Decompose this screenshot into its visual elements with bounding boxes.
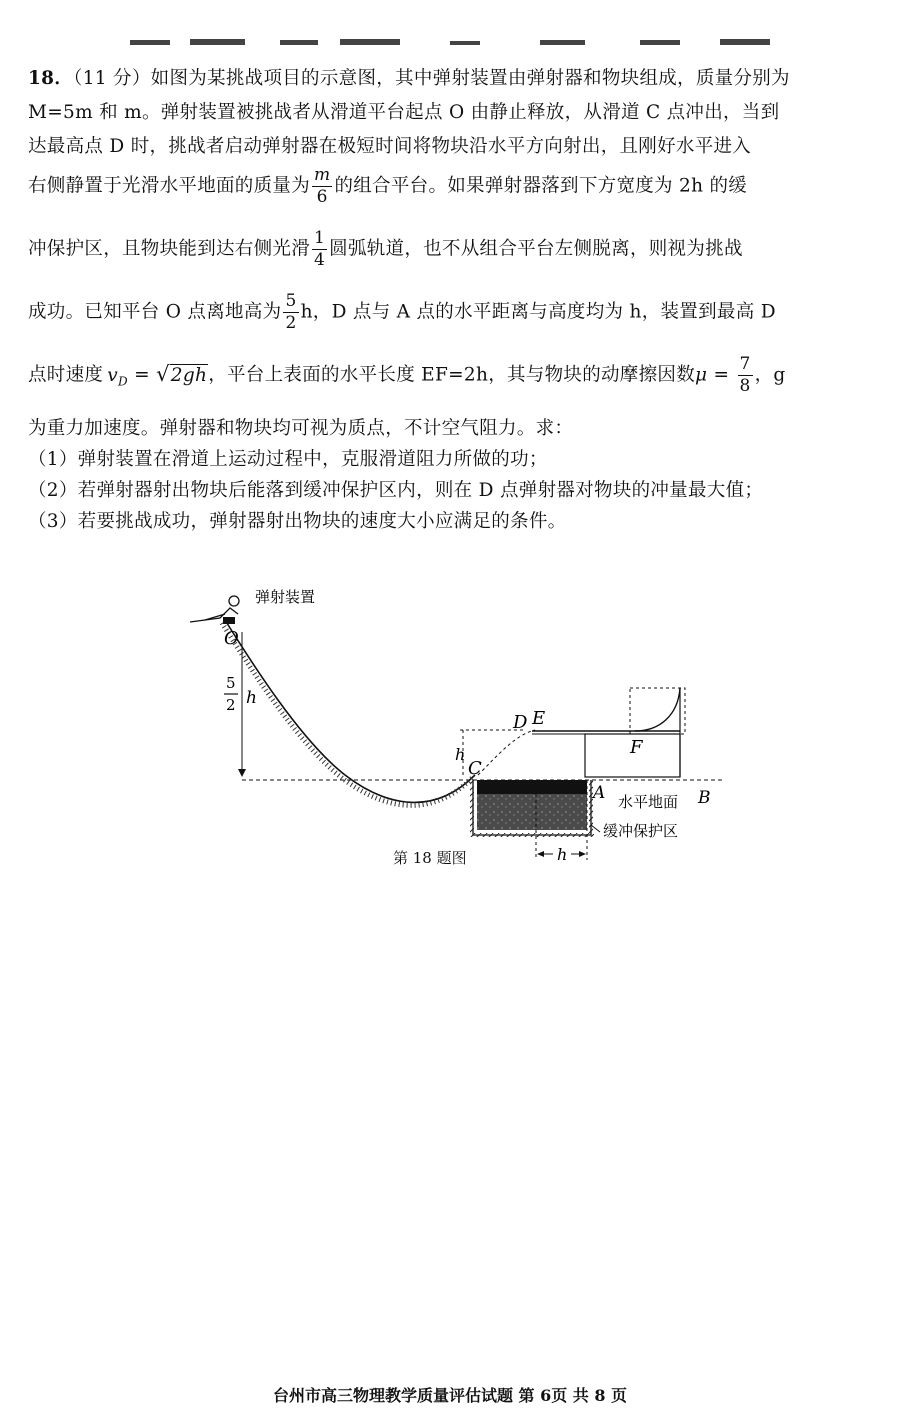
velocity-subscript: D xyxy=(117,374,128,389)
problem-text: h，D 点与 A 点的水平距离与高度均为 h，装置到最高 D xyxy=(300,301,776,323)
sqrt-expression: √2gh xyxy=(156,361,208,386)
page-top-remnant xyxy=(120,36,780,48)
problem-line-8: 为重力加速度。弹射器和物块均可视为质点，不计空气阻力。求： xyxy=(28,418,574,439)
problem-line-7 xyxy=(28,356,786,395)
mu-symbol: μ = xyxy=(695,364,736,386)
point-O-label: O xyxy=(224,628,239,649)
velocity-v: v xyxy=(107,364,118,386)
problem-figure xyxy=(180,570,740,870)
h-left-label: h xyxy=(455,745,466,764)
fraction-numerator: 5 xyxy=(285,291,297,311)
question-number: 18． xyxy=(28,68,74,89)
problem-text: ，g xyxy=(754,364,786,386)
slide-hatching xyxy=(222,623,472,805)
height-h: h xyxy=(246,688,257,708)
page-footer: 台州市高三物理教学质量评估试题 第 6页 共 8 页 xyxy=(272,1386,628,1405)
sub-question-2: （2）若弹射器射出物块后能落到缓冲保护区内，则在 D 点弹射器对物块的冲量最大值； xyxy=(28,480,764,501)
point-E-label: E xyxy=(532,708,546,729)
fraction-denominator: 6 xyxy=(316,187,328,207)
problem-line-2: M=5m 和 m。弹射装置被挑战者从滑道平台起点 O 由静止释放，从滑道 C 点冲出，当到 xyxy=(28,102,780,123)
figure-caption: 第 18 题图 xyxy=(393,849,467,867)
fraction-numerator: 1 xyxy=(314,228,326,248)
problem-text: 如图为某挑战项目的示意图，其中弹射装置由弹射器和物块组成，质量分别为 xyxy=(150,68,790,89)
fraction-denominator: 2 xyxy=(285,313,297,333)
problem-line-5 xyxy=(28,230,743,269)
problem-text: ，平台上表面的水平长度 EF=2h，其与物块的动摩擦因数 xyxy=(208,364,695,386)
launcher-label: 弹射装置 xyxy=(255,588,316,606)
point-D-label: D xyxy=(513,712,528,733)
fraction-1-over-4 xyxy=(312,230,327,269)
fraction-denominator: 4 xyxy=(314,250,326,270)
h-bottom-label: h xyxy=(557,845,568,864)
problem-line-1 xyxy=(28,64,790,90)
problem-text: 点时速度 xyxy=(28,364,104,386)
point-C-label: C xyxy=(468,758,482,779)
equals-sign: = xyxy=(127,364,157,386)
point-A-label: A xyxy=(593,783,606,803)
fraction-numerator: 7 xyxy=(739,354,751,374)
question-points: （11 分） xyxy=(73,68,151,89)
launcher-figure xyxy=(190,596,239,624)
velocity-symbol xyxy=(107,364,128,389)
problem-text: 右侧静置于光滑水平地面的质量为 xyxy=(28,175,311,197)
buffer-zone xyxy=(470,780,594,837)
combined-platform xyxy=(532,688,685,777)
problem-line-3: 达最高点 D 时，挑战者启动弹射器在极短时间将物块沿水平方向射出，且刚好水平进入 xyxy=(28,136,752,157)
fraction-7-over-8 xyxy=(738,356,753,395)
problem-text: 冲保护区，且物块能到达右侧光滑 xyxy=(28,238,311,260)
sub-question-3: （3）若要挑战成功，弹射器射出物块的速度大小应满足的条件。 xyxy=(28,511,567,532)
problem-text: 的组合平台。如果弹射器落到下方宽度为 2h 的缓 xyxy=(334,175,748,197)
slide-track xyxy=(225,620,475,802)
height-den: 2 xyxy=(226,696,236,714)
problem-line-4 xyxy=(28,167,747,206)
buffer-label: 缓冲保护区 xyxy=(603,822,679,840)
fraction-numerator: m xyxy=(314,165,331,185)
fraction-5-over-2 xyxy=(283,293,298,332)
sqrt-content: 2gh xyxy=(170,364,208,386)
problem-text: 圆弧轨道，也不从组合平台左侧脱离，则视为挑战 xyxy=(329,238,743,260)
problem-text: 成功。已知平台 O 点离地高为 xyxy=(28,301,282,323)
sub-question-1: （1）弹射装置在滑道上运动过程中，克服滑道阻力所做的功； xyxy=(28,449,548,470)
point-F-label: F xyxy=(630,737,643,758)
fraction-denominator: 8 xyxy=(739,376,751,396)
fraction-m-over-6 xyxy=(312,167,332,206)
problem-line-6 xyxy=(28,293,776,332)
height-num: 5 xyxy=(226,674,236,692)
ground-label: 水平地面 xyxy=(618,793,679,811)
point-B-label: B xyxy=(698,788,711,808)
